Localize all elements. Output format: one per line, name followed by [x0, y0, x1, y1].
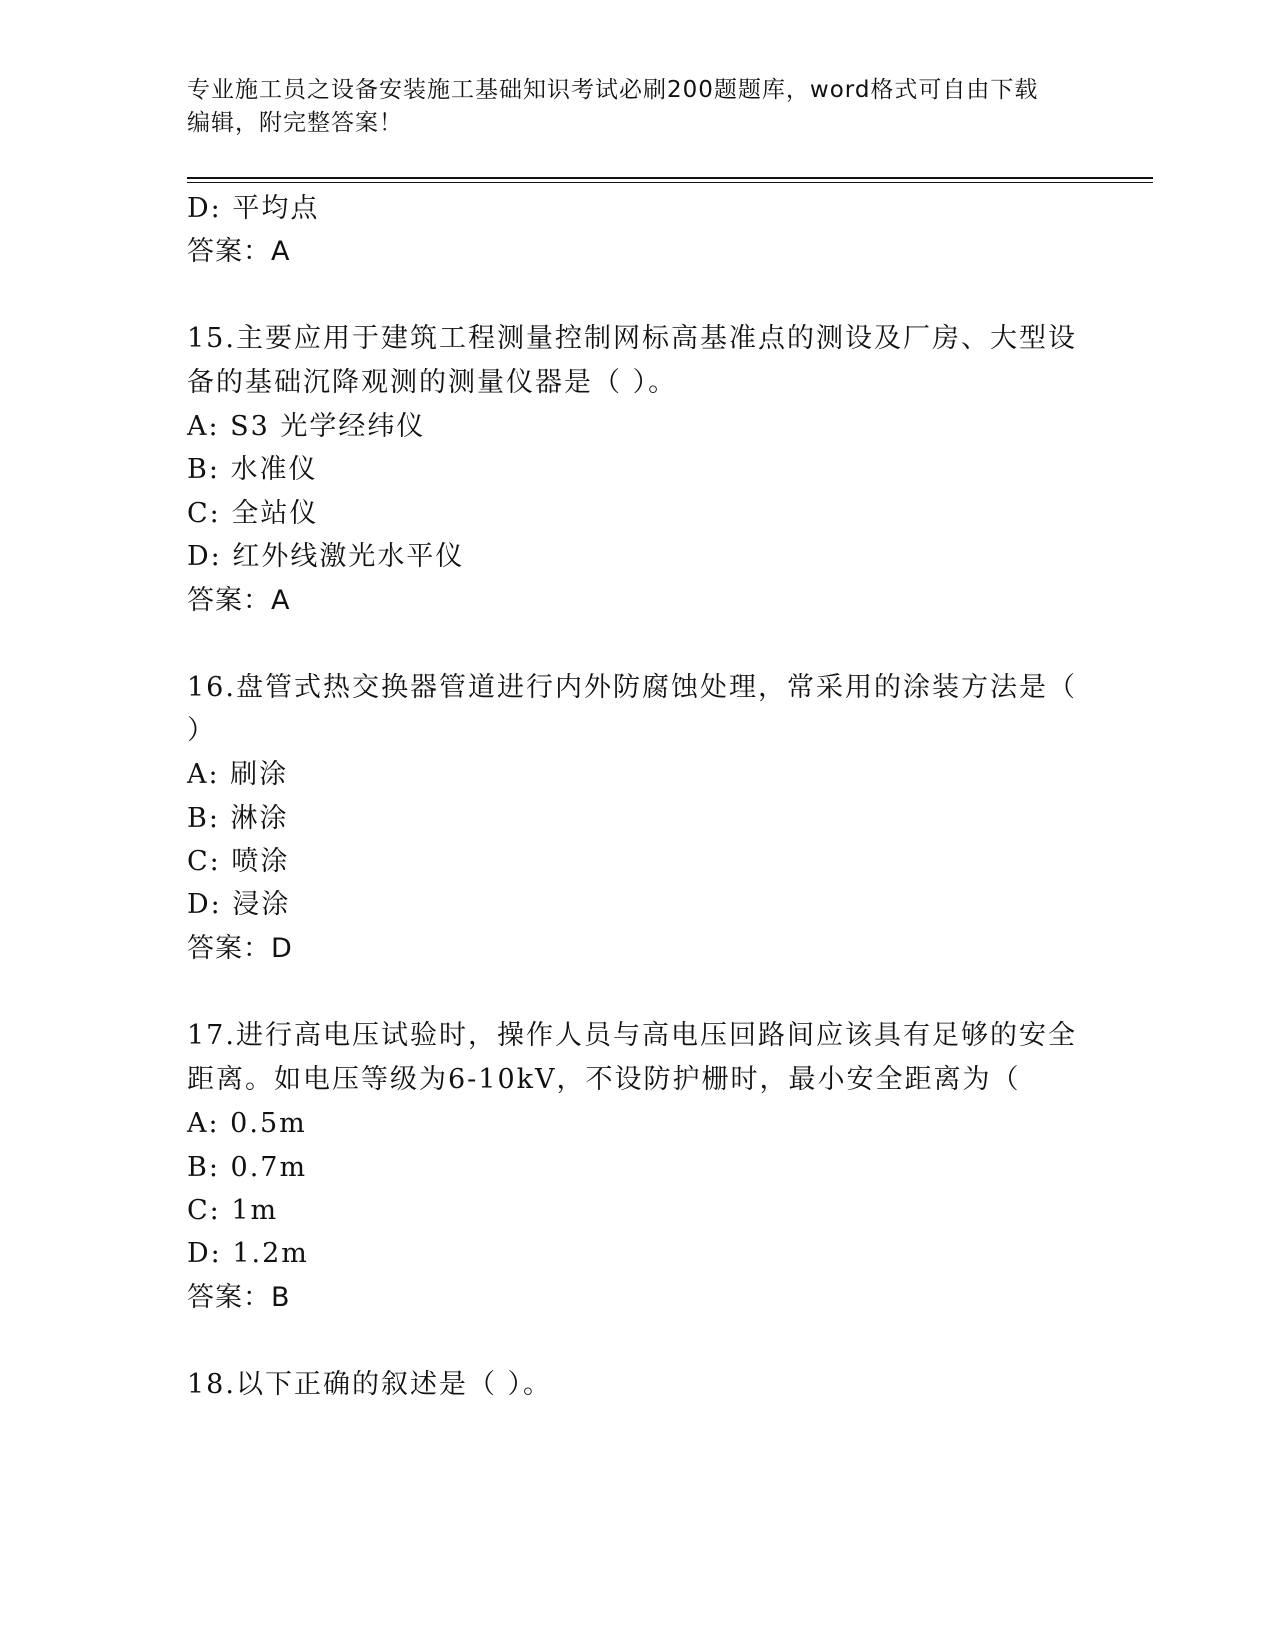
document-header	[187, 74, 1067, 140]
q15-option-c: C: 全站仪	[187, 498, 319, 529]
header-line-2: 编辑，附完整答案！	[187, 110, 403, 136]
q16-answer: 答案：D	[187, 933, 293, 964]
q16-option-b: B: 淋涂	[187, 803, 289, 834]
q15-option-a: A: S3 光学经纬仪	[187, 411, 426, 442]
prev-answer: 答案：A	[187, 236, 291, 267]
header-divider-thick	[187, 177, 1153, 179]
q15-text-line-1: 15.主要应用于建筑工程测量控制网标高基准点的测设及厂房、大型设	[187, 323, 1077, 354]
q16-text-line-1: 16.盘管式热交换器管道进行内外防腐蚀处理，常采用的涂装方法是（	[187, 672, 1077, 703]
q16-option-a: A: 刷涂	[187, 759, 289, 790]
prev-option-d: D: 平均点	[187, 193, 320, 224]
header-line-1: 专业施工员之设备安装施工基础知识考试必刷200题题库，word格式可自由下载	[187, 77, 1039, 103]
q15-option-b: B: 水准仪	[187, 454, 318, 485]
q17-option-c: C: 1m	[187, 1195, 279, 1226]
q17-answer: 答案：B	[187, 1282, 291, 1313]
q15-option-d: D: 红外线激光水平仪	[187, 541, 465, 572]
q18-text-line-1: 18.以下正确的叙述是（ ）。	[187, 1369, 553, 1400]
header-divider-thin	[187, 182, 1153, 183]
q16-text-line-2: ）	[187, 715, 216, 746]
q15-text-line-2: 备的基础沉降观测的测量仪器是（ ）。	[187, 367, 678, 398]
q17-option-b: B: 0.7m	[187, 1152, 308, 1183]
q16-option-d: D: 浸涂	[187, 889, 291, 920]
q17-option-a: A: 0.5m	[187, 1108, 307, 1139]
q15-answer: 答案：A	[187, 585, 291, 616]
q17-text-line-1: 17.进行高电压试验时，操作人员与高电压回路间应该具有足够的安全	[187, 1020, 1077, 1051]
q17-text-line-2: 距离。如电压等级为6-10kV，不设防护栅时，最小安全距离为（	[187, 1064, 1021, 1095]
q16-option-c: C: 喷涂	[187, 846, 290, 877]
q17-option-d: D: 1.2m	[187, 1238, 309, 1269]
